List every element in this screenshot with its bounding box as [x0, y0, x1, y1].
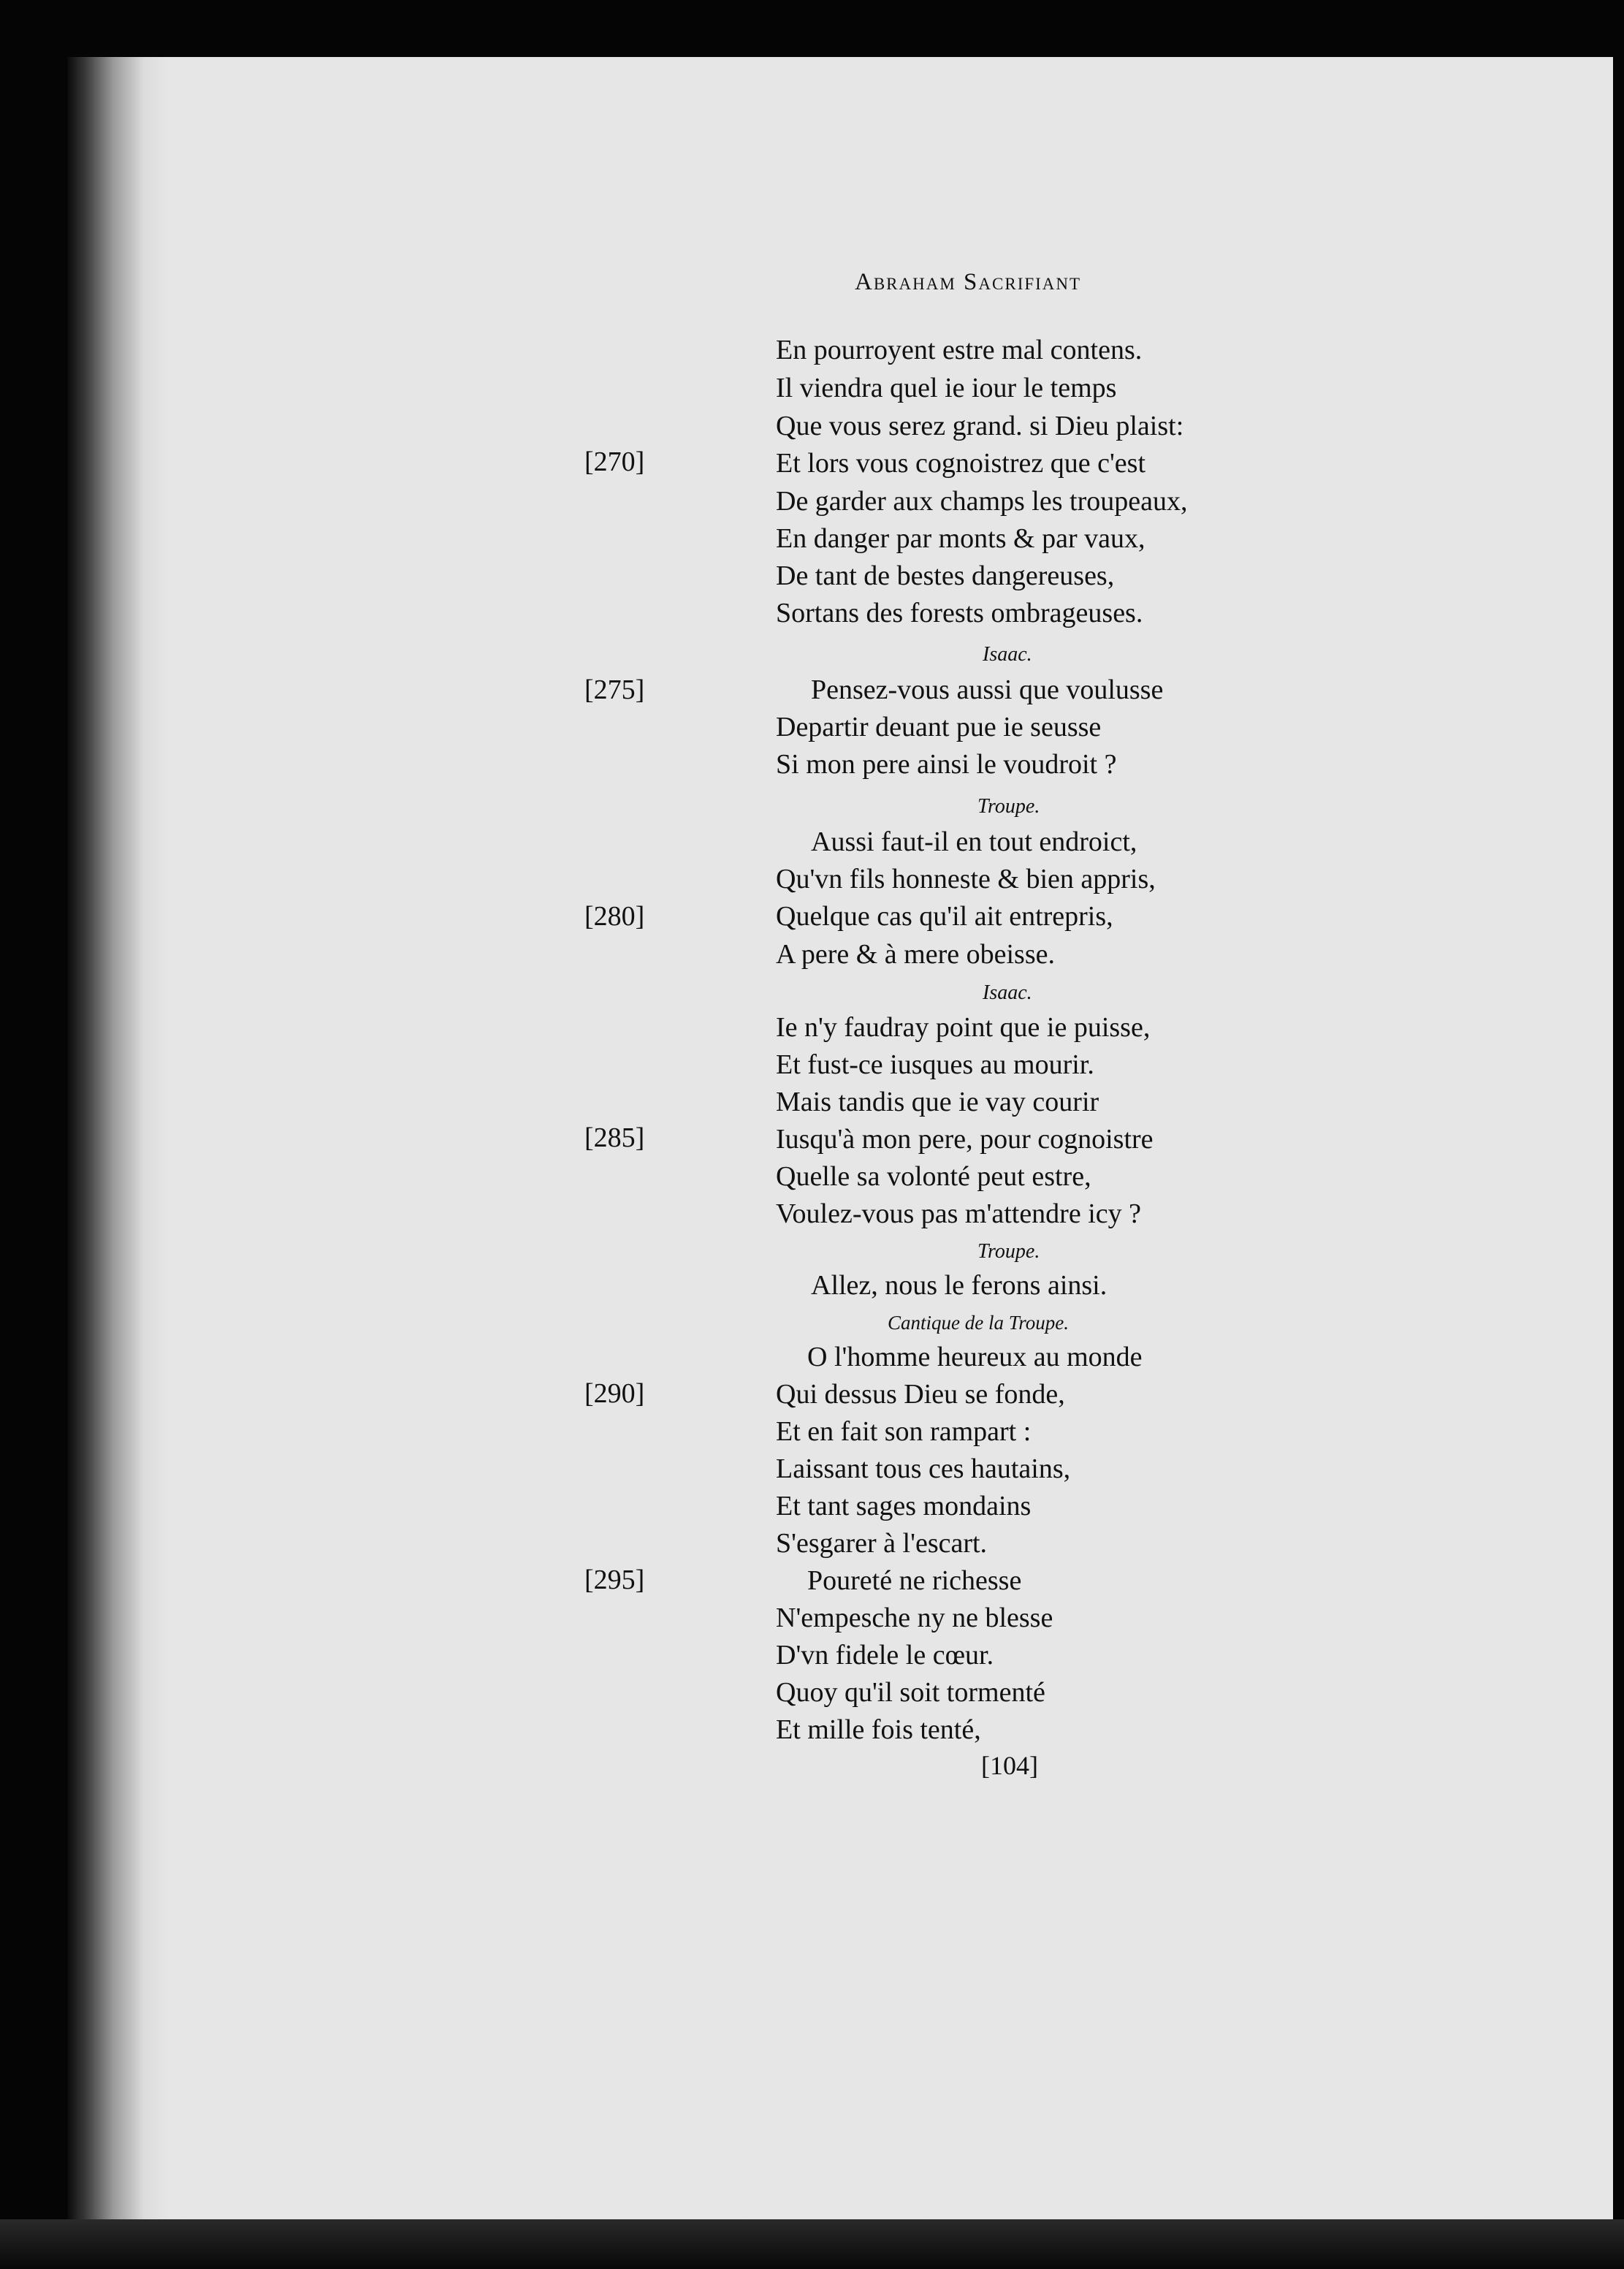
verse-line: Et fust-ce iusques au mourir. — [776, 1049, 1094, 1080]
verse-line: Et mille fois tenté, — [776, 1714, 981, 1745]
verse-line: Que vous serez grand. si Dieu plaist: — [776, 411, 1184, 441]
line-number-290: [290] — [584, 1378, 645, 1409]
verse-line: Pensez-vous aussi que voulusse — [811, 674, 1164, 705]
line-number-275: [275] — [584, 674, 645, 705]
running-head: Abraham Sacrifiant — [855, 269, 1082, 295]
verse-line: Quoy qu'il soit tormenté — [776, 1677, 1045, 1708]
verse-line: Et en fait son rampart : — [776, 1416, 1032, 1447]
scan-bottom-edge — [0, 2219, 1624, 2269]
verse-line: Quelle sa volonté peut estre, — [776, 1161, 1091, 1192]
verse-line: Qu'vn fils honneste & bien appris, — [776, 864, 1156, 894]
verse-line: Ie n'y faudray point que ie puisse, — [776, 1012, 1151, 1043]
verse-line: Et lors vous cognoistrez que c'est — [776, 448, 1146, 479]
verse-line: Voulez-vous pas m'attendre icy ? — [776, 1198, 1141, 1229]
verse-line: Laissant tous ces hautains, — [776, 1453, 1071, 1484]
verse-line: Il viendra quel ie iour le temps — [776, 373, 1117, 403]
book-spine-shadow — [67, 57, 169, 2222]
verse-line: Aussi faut-il en tout endroict, — [811, 826, 1137, 857]
verse-line: Departir deuant pue ie seusse — [776, 712, 1102, 742]
speaker-isaac: Isaac. — [983, 981, 1032, 1004]
verse-line: De tant de bestes dangereuses, — [776, 560, 1115, 591]
line-number-280: [280] — [584, 901, 645, 932]
verse-line: De garder aux champs les troupeaux, — [776, 486, 1188, 517]
verse-line: D'vn fidele le cœur. — [776, 1640, 994, 1671]
verse-line: N'empesche ny ne blesse — [776, 1603, 1053, 1633]
verse-line: En danger par monts & par vaux, — [776, 523, 1145, 554]
verse-line: Quelque cas qu'il ait entrepris, — [776, 901, 1113, 932]
speaker-isaac: Isaac. — [983, 643, 1032, 666]
verse-line: Mais tandis que ie vay courir — [776, 1087, 1099, 1117]
verse-line: Si mon pere ainsi le voudroit ? — [776, 749, 1117, 780]
line-number-270: [270] — [584, 446, 645, 477]
verse-line: Qui dessus Dieu se fonde, — [776, 1379, 1065, 1410]
verse-line: A pere & à mere obeisse. — [776, 939, 1055, 970]
speaker-troupe: Troupe. — [977, 1240, 1040, 1263]
verse-line: Poureté ne richesse — [807, 1565, 1022, 1596]
verse-line: Allez, nous le ferons ainsi. — [811, 1270, 1108, 1301]
verse-line: Et tant sages mondains — [776, 1491, 1032, 1521]
verse-line: En pourroyent estre mal contens. — [776, 335, 1143, 365]
line-number-285: [285] — [584, 1122, 645, 1153]
page-number: [104] — [981, 1751, 1038, 1780]
verse-line: S'esgarer à l'escart. — [776, 1528, 988, 1559]
speaker-troupe: Troupe. — [977, 795, 1040, 818]
verse-line: O l'homme heureux au monde — [807, 1342, 1143, 1372]
speaker-cantique: Cantique de la Troupe. — [888, 1312, 1069, 1334]
verse-line: Sortans des forests ombrageuses. — [776, 598, 1143, 628]
verse-line: Iusqu'à mon pere, pour cognoistre — [776, 1124, 1154, 1155]
line-number-295: [295] — [584, 1565, 645, 1595]
